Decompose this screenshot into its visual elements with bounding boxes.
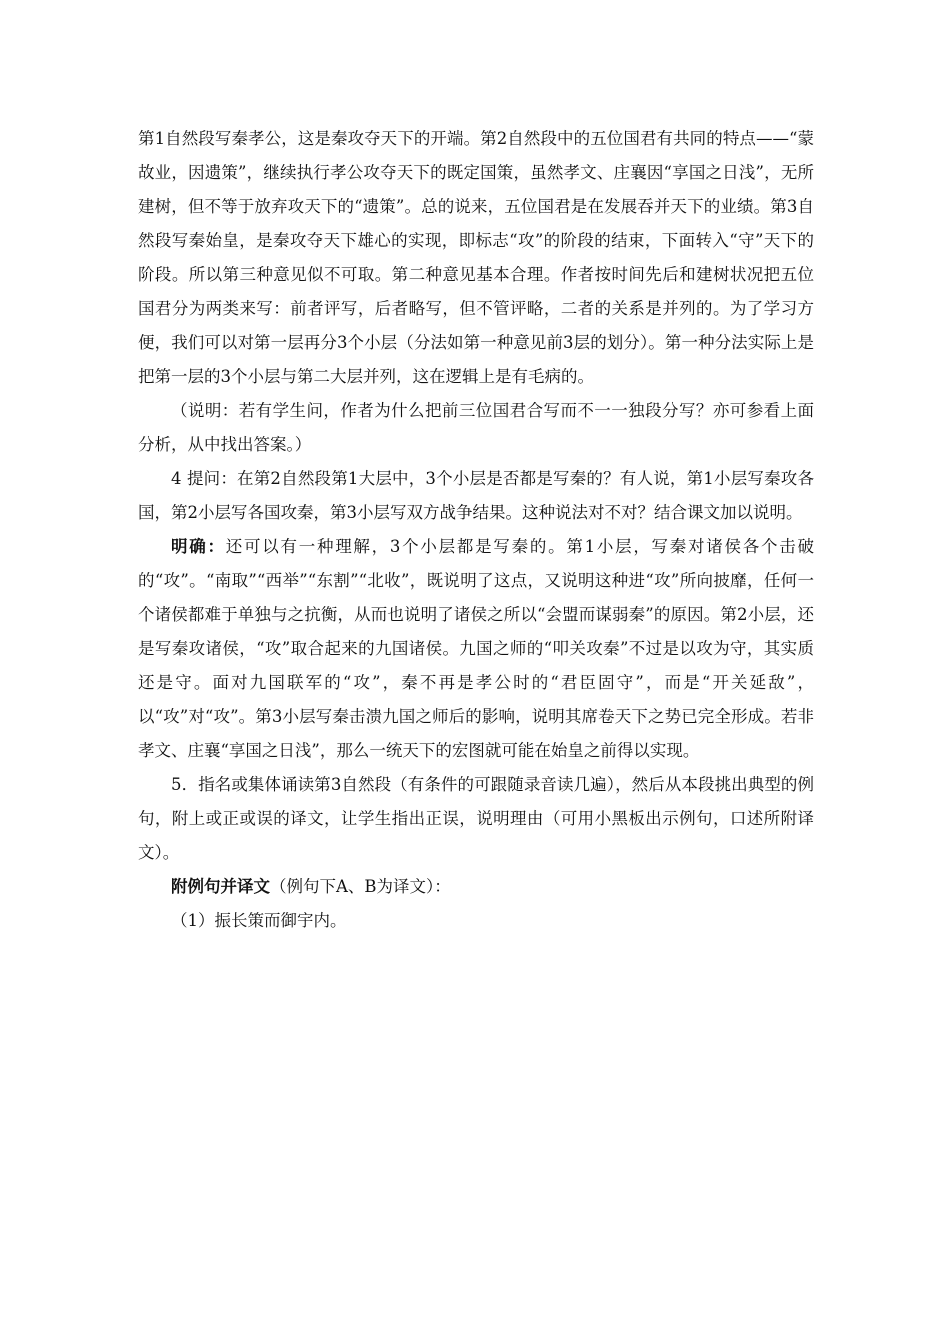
examples-note: （例句下A、B为译文）： (270, 877, 451, 896)
answer-text: 还可以有一种理解，3个小层都是写秦的。第1小层，写秦对诸侯各个击破的“攻”。“南取”“西举”“东割”“北收”，既说明了这点，又说明这种进“攻”所向披靡，任何一个诸侯都难于单独与之抗衡，从而也说明了诸侯之所以“会盟而谋弱秦”的原因。第2小层，还是写秦攻诸侯，“攻”取合起来的九国诸侯。九国之师的“叩关攻秦”不过是以攻为守，其实质还是守。面对九国联军的“攻”，秦不再是孝公时的“君臣固守”，而是“开关延敌”，以“攻”对“攻”。第3小层写秦击溃九国之师后的影响，说明其席卷天下之势已完全形成。若非孝文、庄襄“享国之日浅”，那么一统天下的宏图就可能在始皇之前得以实现。 (138, 537, 815, 760)
answer-lead: 明确： (171, 537, 226, 556)
document-body (138, 122, 814, 938)
paragraph-example-1: （1）振长策而御宇内。 (171, 911, 347, 930)
paragraph-examples-heading (138, 870, 814, 904)
paragraph-question-4: 4 提问：在第2自然段第1大层中，3个小层是否都是写秦的？有人说，第1小层写秦攻各国，第2小层写各国攻秦，第3小层写双方战争结果。这种说法对不对？结合课文加以说明。 (138, 469, 814, 522)
paragraph-answer (138, 530, 814, 768)
paragraph-note: （说明：若有学生问，作者为什么把前三位国君合写而不一一独段分写？亦可参看上面分析，从中找出答案。） (138, 401, 814, 454)
paragraph-analysis: 第1自然段写秦孝公，这是秦攻夺天下的开端。第2自然段中的五位国君有共同的特点——“蒙故业，因遗策”，继续执行孝公攻夺天下的既定国策，虽然孝文、庄襄因“享国之日浅”，无所建树，但不等于放弃攻天下的“遗策”。总的说来，五位国君是在发展吞并天下的业绩。第3自然段写秦始皇，是秦攻夺天下雄心的实现，即标志“攻”的阶段的结束，下面转入“守”天下的阶段。所以第三种意见似不可取。第二种意见基本合理。作者按时间先后和建树状况把五位国君分为两类来写：前者评写，后者略写，但不管评略，二者的关系是并列的。为了学习方便，我们可以对第一层再分3个小层（分法如第一种意见前3层的划分）。第一种分法实际上是把第一层的3个小层与第二大层并列，这在逻辑上是有毛病的。 (138, 129, 814, 386)
paragraph-step-5: 5．指名或集体诵读第3自然段（有条件的可跟随录音读几遍），然后从本段挑出典型的例句，附上或正或误的译文，让学生指出正误，说明理由（可用小黑板出示例句，口述所附译文）。 (138, 775, 814, 862)
examples-lead: 附例句并译文 (171, 877, 270, 896)
